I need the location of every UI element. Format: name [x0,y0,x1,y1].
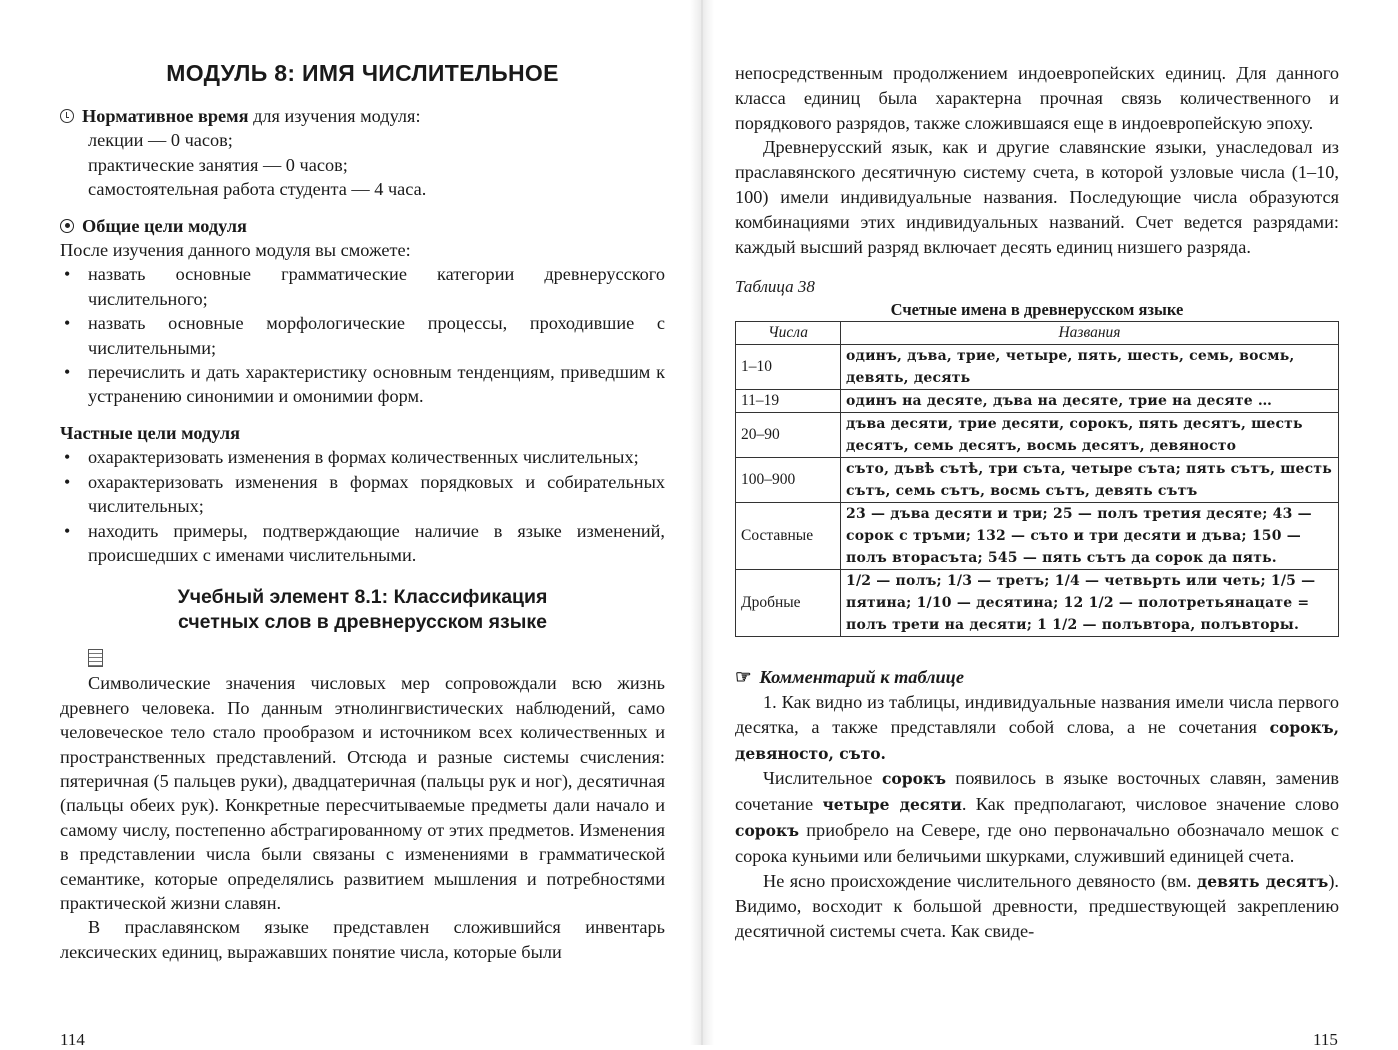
old-slavic-term: сорокъ [881,769,946,789]
particular-goals-list [60,445,665,567]
page-number-left: 114 [60,1030,85,1049]
old-slavic-term: девять десятъ [1196,871,1329,891]
column-header-numbers: Числа [736,322,841,345]
table-number: Таблица 38 [735,277,815,297]
element-title [60,585,665,635]
table-cell-number: Составные [736,503,841,570]
old-slavic-term: четыре десяти [822,795,962,815]
general-goals-intro: После изучения данного модуля вы сможете: [60,240,411,261]
table-row [736,503,1339,570]
table-row [736,390,1339,413]
left-column [60,104,665,964]
clock-icon [60,109,74,123]
table-cell-number: Дробные [736,570,841,637]
body-paragraph-r1: непосредственным продолжением индоевропейских единиц. Для данного класса единиц была характерна прочная связь количественного и порядкового разрядов, также сложившаяся еще в индоевропейскую эпоху. [735,63,1339,133]
column-header-names: Названия [841,322,1339,345]
table-cell-names: съто, дъвѣ сътѣ, три съта, четыре съта; пять сътъ, шесть сътъ, семь сътъ, восмь сътъ, девять сътъ [841,458,1339,503]
target-icon [60,219,74,233]
body-paragraph-2: В праславянском языке представлен сложившийся инвентарь лексических единиц, выражавших понятие числа, которые были [60,917,665,962]
old-slavic-term: сорокъ, девяносто, съто. [735,717,1339,763]
comment-paragraph-3 [735,869,1339,944]
normative-time-line [60,104,665,128]
normative-item: лекции — 0 часов; [88,130,233,151]
list-item: • назвать основные морфологические процессы, проходившие с числительными; [60,311,665,360]
body-paragraph-r2: Древнерусский язык, как и другие славянские языки, унаследовал из праславянского десятичную систему счета, в которой узловые числа (1–10, 100) имели индивидуальные названия. Последующие числа образуются комбинациями этих индивидуальных названий. Счет ведется разрядами: каждый высший разряд включает десять единиц низшего разряда. [735,137,1339,257]
table-cell-names: 1/2 — полъ; 1/3 — третъ; 1/4 — четвьрть или четь; 1/5 — пятина; 1/10 — десятина; 12 1/2 — полотретьянацате = полъ трети на десяти; 1 1/2 — полъвтора, полъвторы. [841,570,1339,637]
table-row [736,413,1339,458]
normative-time-rest: для изучения модуля: [248,106,421,126]
general-goals-list [60,262,665,408]
table-cell-number: 11–19 [736,390,841,413]
element-title-line-2: счетных слов в древнерусском языке [178,611,547,634]
text-run: . Как предполагают, числовое значение слово [961,794,1339,815]
text-run: появилось в языке восточных славян, заменив сочетание [735,768,1339,815]
text-run: приобрело на Севере, где оно первоначально обозначало мешок с сорока куньими или беличьими шкурками, служивший единицей счета. [735,819,1339,866]
normative-item: самостоятельная работа студента — 4 часа. [88,179,427,200]
list-item: • охарактеризовать изменения в формах порядковых и собирательных числительных; [60,470,665,519]
table-cell-names: одинъ, дъва, трие, четыре, пять, шесть, семь, восмь, девять, десять [841,345,1339,390]
text-run: ). Видимо, восходит к большой древности, предшествующей закреплению десятичной системы счета. Как свиде- [735,870,1339,942]
text-run: 1. Как видно из таблицы, индивидуальные названия имели числа первого десятка, а также представляли собой слова, а не сочетания [735,691,1339,737]
table-row [736,570,1339,637]
general-goals-heading: Общие цели модуля [82,215,247,236]
table-cell-number: 20–90 [736,413,841,458]
table-cell-names: одинъ на десяте, дъва на десяте, трие на десяте … [841,390,1339,413]
list-item: • охарактеризовать изменения в формах количественных числительных; [60,445,665,469]
table-cell-names: 23 — дъва десяти и три; 25 — полъ третия десяте; 43 — сорок с тръми; 132 — съто и три десяти и дъва; 150 — полъ вторасъта; 545 — пять сътъ да сорок да пять. [841,503,1339,570]
text-run: Не ясно происхождение числительного девяносто (вм. [763,870,1197,891]
body-paragraph-1: Символические значения числовых мер сопровождали всю жизнь древнего человека. По данным этнолингвистических наблюдений, само человеческое тело стало прообразом и источником всех количественных и пространственных представлений. Отсюда и разные системы счисления: пятеричная (5 пальцев руки), двадцатеричная (пальцы рук и ног), десятичная (пальцы обеих рук). Конкретные пересчитываемые предметы дали начало и самому числу, постепенно абстрагированному от этих предметов. Изменения в представлении числа были связаны с изменениями в грамматической семантике, которые определялись развитием мышления и потребностями практической жизни славян. [60,673,665,913]
document-icon [88,649,103,667]
normative-item: практические занятия — 0 часов; [88,154,348,175]
normative-time-heading: Нормативное время [82,106,249,126]
table-header-row [736,322,1339,345]
pointing-hand-icon: ☞ [735,667,752,688]
table-title: Счетные имена в древнерусском языке [890,300,1184,320]
list-item: • находить примеры, подтверждающие наличие в языке изменений, происшедших с именами числительными. [60,519,665,568]
table-cell-number: 100–900 [736,458,841,503]
text-run: Числительное [763,768,882,789]
table-cell-names: дъва десяти, трие десяти, сорокъ, пять десятъ, шесть десятъ, семь десятъ, восмь десятъ, девяносто [841,413,1339,458]
table-cell-number: 1–10 [736,345,841,390]
old-slavic-term: сорокъ [735,820,800,840]
right-column [735,61,1339,944]
module-title: МОДУЛЬ 8: ИМЯ ЧИСЛИТЕЛЬНОЕ [166,60,559,86]
comment-paragraph-1 [735,690,1339,766]
numerals-table [735,321,1339,637]
particular-goals-heading: Частные цели модуля [60,422,241,443]
table-row [736,345,1339,390]
right-page [705,0,1398,1049]
page-number-right: 115 [1313,1030,1338,1049]
list-item: • назвать основные грамматические категории древнерусского числительного; [60,262,665,311]
comment-paragraph-2 [735,766,1339,868]
comment-heading: Комментарий к таблице [759,667,964,688]
list-item: • перечислить и дать характеристику основным тенденциям, приведшим к устранению синонимии и омонимии форм. [60,360,665,409]
element-title-line-1: Учебный элемент 8.1: Классификация [177,586,548,609]
comment-heading-line [735,665,1339,690]
general-goals-heading-line [60,214,665,238]
table-row [736,458,1339,503]
